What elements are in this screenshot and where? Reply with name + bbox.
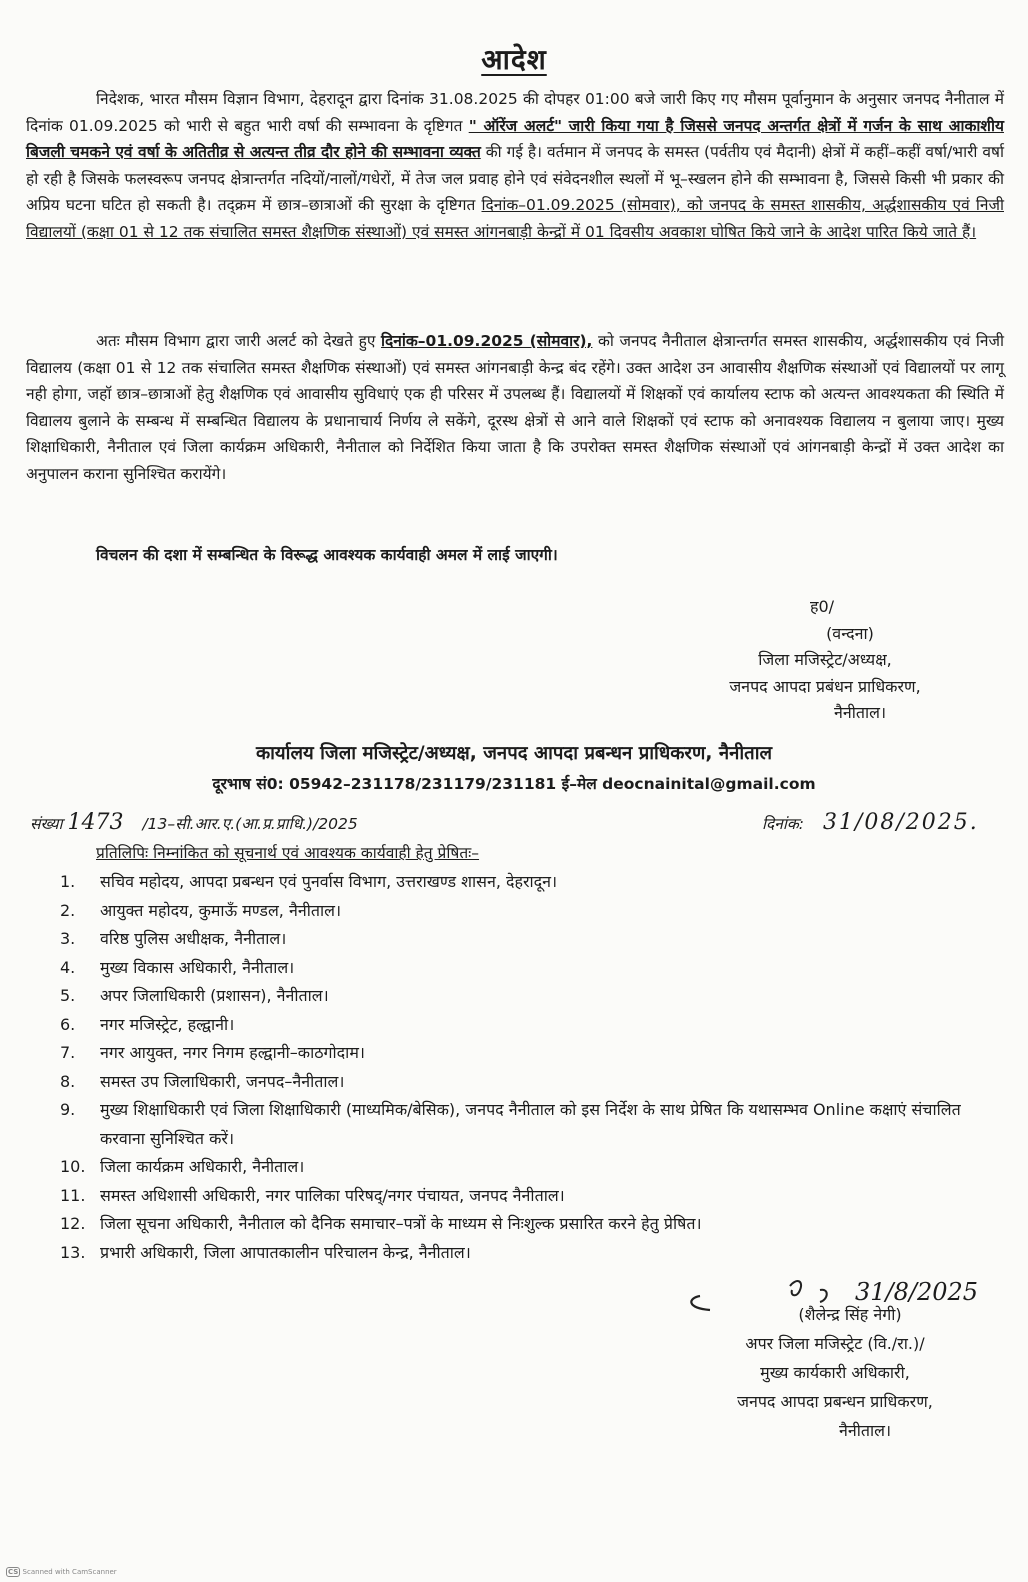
adm-designation-1: अपर जिला मजिस्ट्रेट (वि./रा.)/ (745, 1334, 925, 1353)
scanner-watermark (6, 1568, 117, 1576)
item-number: 6. (60, 1014, 76, 1034)
reference-number (30, 810, 358, 835)
signature-block-dm (660, 594, 990, 727)
item-text: समस्त अधिशासी अधिकारी, नगर पालिका परिषद्/नगर पंचायत, जनपद नैनीताल। (100, 1185, 565, 1205)
reference-suffix: /13–सी.आर.ए.(आ.प्र.प्राधि.)/2025 (142, 815, 358, 833)
item-number: 8. (60, 1071, 76, 1091)
reference-date (762, 810, 979, 835)
item-number: 13. (60, 1242, 86, 1262)
item-number: 11. (60, 1185, 86, 1205)
item-text: मुख्य शिक्षाधिकारी एवं जिला शिक्षाधिकारी (माध्यमिक/बेसिक), जनपद नैनीताल को इस निर्देश के साथ प्रेषित कि यथासम्भव Online कक्षाएं संचालित करवाना सुनिश्चित करें। (100, 1100, 961, 1148)
office-contact: दूरभाष सं0: 05942–231178/231179/231181 ई–मेल deocnainital@gmail.com (212, 775, 816, 793)
item-text: आयुक्त महोदय, कुमाऊँ मण्डल, नैनीताल। (100, 900, 342, 920)
signatory-place: नैनीताल। (833, 703, 887, 722)
recipient-list (60, 868, 1010, 1267)
camscanner-logo: CS (8, 1568, 19, 1576)
adm-designation-2: मुख्य कार्यकारी अधिकारी, (760, 1363, 910, 1382)
item-number: 12. (60, 1214, 86, 1233)
handwritten-date: 31/08/2025. (822, 810, 979, 835)
para2-text-a: अतः मौसम विभाग द्वारा जारी अलर्ट को देखते हुए (96, 332, 382, 350)
para2-underlined-date: दिनांक–01.09.2025 (सोमवार), (381, 332, 593, 350)
order-title (0, 40, 1028, 78)
list-item (60, 1182, 1010, 1211)
list-item (60, 1153, 1010, 1182)
item-text: वरिष्ठ पुलिस अधीक्षक, नैनीताल। (100, 929, 287, 948)
item-number: 7. (60, 1043, 76, 1062)
paragraph-1 (26, 86, 1004, 245)
signatory-designation-2: जनपद आपदा प्रबंधन प्राधिकरण, (729, 676, 921, 696)
list-item (60, 1011, 1010, 1040)
para1-text-a: निदेशक, भारत मौसम विज्ञान विभाग, देहरादून द्वारा दिनांक 31.08.2025 की दोपहर 01:00 बजे जारी किए गए मौसम पूर्वानुमान के अनुसार जनपद नैनीताल में दिनांक 01.09.2025 को भारी से बहुत भारी वर्षा की सम्भावना के दृष्टिगत (26, 90, 1004, 135)
signature-block-adm (640, 1300, 1028, 1445)
para2-text-b: को जनपद नैनीताल क्षेत्रान्तर्गत समस्त शासकीय, अर्द्धशासकीय एवं निजी विद्यालय (कक्षा 01 से 12 तक संचालित समस्त शैक्षणिक संस्थाओं) एवं समस्त आंगनबाड़ी केन्द्र बंद रहेंगे। उक्त आदेश उन आवासीय शैक्षणिक संस्थाओं एवं विद्यालयों पर लागू नही होगा, जहॉ छात्र–छात्राओं हेतु शैक्षणिक एवं आवासीय सुविधाएं एक ही परिसर में उपलब्ध हैं। विद्यालयों में शिक्षकों एवं कार्यालय स्टाफ को अत्यन्त आवश्यकता की स्थिति में विद्यालय बुलाने के सम्बन्ध में सम्बन्धित विद्यालय के प्रधानाचार्य निर्णय ले सकेंगे, दूरस्थ क्षेत्रों से आने वाले शिक्षकों एवं स्टाफ को अनावश्यक विद्यालय न बुलाया जाए। मुख्य शिक्षाधिकारी, नैनीताल एवं जिला कार्यक्रम अधिकारी, नैनीताल को निर्देशित किया जाता है कि उपरोक्त समस्त शैक्षणिक संस्थाओं एवं आंगनबाड़ी केन्द्रों में उक्त आदेश का अनुपालन कराना सुनिश्चित करायेंगे। (26, 332, 1004, 483)
item-text: प्रभारी अधिकारी, जिला आपातकालीन परिचालन केन्द्र, नैनीताल। (100, 1242, 471, 1262)
date-label: दिनांक: (762, 815, 804, 833)
signatory-designation-1: जिला मजिस्ट्रेट/अध्यक्ष, (758, 650, 892, 669)
item-text: सचिव महोदय, आपदा प्रबन्धन एवं पुनर्वास विभाग, उत्तराखण्ड शासन, देहरादून। (100, 872, 558, 891)
list-item (60, 954, 1010, 983)
item-number: 10. (60, 1157, 86, 1176)
item-number: 1. (60, 872, 76, 891)
item-number: 4. (60, 957, 76, 977)
copy-label: प्रतिलिपिः (96, 844, 149, 862)
sign-mark: ह0/ (810, 597, 835, 616)
office-name: कार्यालय जिला मजिस्ट्रेट/अध्यक्ष, जनपद आपदा प्रबन्धन प्राधिकरण, नैनीताल (255, 743, 773, 764)
paragraph-2 (26, 328, 1004, 487)
paragraph-3: विचलन की दशा में सम्बन्धित के विरूद्ध आवश्यक कार्यवाही अमल में लाई जाएगी। (96, 546, 558, 564)
list-item (60, 897, 1010, 926)
signature-handwritten-date: 31/8/2025 (855, 1278, 979, 1306)
para1-underlined-alert: " ऑरेंज अलर्ट" जारी किया गया है जिससे जनपद अन्तर्गत क्षेत्रों में गर्जन के साथ आकाशीय बिजली चमकने एवं वर्षा के अतितीव्र से अत्यन्त तीव्र दौर होने की सम्भावना व्यक्त (26, 116, 1004, 161)
item-text: मुख्य विकास अधिकारी, नैनीताल। (100, 957, 295, 977)
item-text: जिला कार्यक्रम अधिकारी, नैनीताल। (100, 1157, 305, 1176)
copy-heading (96, 841, 479, 863)
title-text: आदेश (481, 43, 547, 76)
copy-text: निम्नांकित को सूचनार्थ एवं आवश्यक कार्यवाही हेतु प्रेषितः– (148, 844, 480, 862)
list-item (60, 1039, 1010, 1068)
reference-label: संख्या (30, 815, 63, 833)
adm-designation-3: जनपद आपदा प्रबन्धन प्राधिकरण, (737, 1392, 933, 1411)
item-text: समस्त उप जिलाधिकारी, जनपद–नैनीताल। (100, 1071, 345, 1091)
list-item (60, 1096, 1010, 1153)
item-text: नगर मजिस्ट्रेट, हल्द्वानी। (100, 1014, 235, 1034)
item-number: 2. (60, 900, 76, 920)
item-number: 5. (60, 986, 76, 1005)
adm-place: नैनीताल। (838, 1421, 892, 1440)
para1-text-b: की गई है। वर्तमान में जनपद के समस्त (पर्वतीय एवं मैदानी) क्षेत्रों में कहीं–कहीं वर्षा/भारी वर्षा हो रही है जिसके फलस्वरूप जनपद क्षेत्रान्तर्गत नदियों/नालों/गधेरों, में तेज जल प्रवाह होने एवं संवेदनशील स्थलों में भू–स्खलन होने की सम्भावना है, जिससे किसी भी प्रकार की अप्रिय घटना घटित हो सकती है। तद्क्रम में छात्र–छात्राओं की सुरक्षा के दृष्टिगत (26, 143, 1004, 214)
scanner-text: Scanned with CamScanner (22, 1568, 117, 1576)
reference-handwritten-number: 1473 (67, 810, 124, 835)
adm-name: (शैलेन्द्र सिंह नेगी) (798, 1305, 902, 1324)
list-item (60, 1210, 1010, 1239)
item-text: जिला सूचना अधिकारी, नैनीताल को दैनिक समाचार–पत्रों के माध्यम से निःशुल्क प्रसारित करने हेतु प्रेषित। (100, 1214, 702, 1233)
list-item (60, 868, 1010, 897)
item-text: नगर आयुक्त, नगर निगम हल्द्वानी–काठगोदाम। (100, 1043, 365, 1062)
signatory-name: (वन्दना) (826, 623, 874, 643)
list-item (60, 925, 1010, 954)
list-item (60, 1068, 1010, 1097)
list-item (60, 1239, 1010, 1268)
item-text: अपर जिलाधिकारी (प्रशासन), नैनीताल। (100, 986, 329, 1005)
list-item (60, 982, 1010, 1011)
item-number: 9. (60, 1100, 76, 1119)
para1-underlined-holiday: दिनांक–01.09.2025 (सोमवार), को जनपद के समस्त शासकीय, अर्द्धशासकीय एवं निजी विद्यालयों (कक्षा 01 से 12 तक संचालित समस्त शैक्षणिक संस्थाओं) एवं समस्त आंगनबाड़ी केन्द्रों में 01 दिवसीय अवकाश घोषित किये जाने के आदेश पारित किये जाते हैं। (26, 196, 1004, 241)
item-number: 3. (60, 929, 76, 948)
